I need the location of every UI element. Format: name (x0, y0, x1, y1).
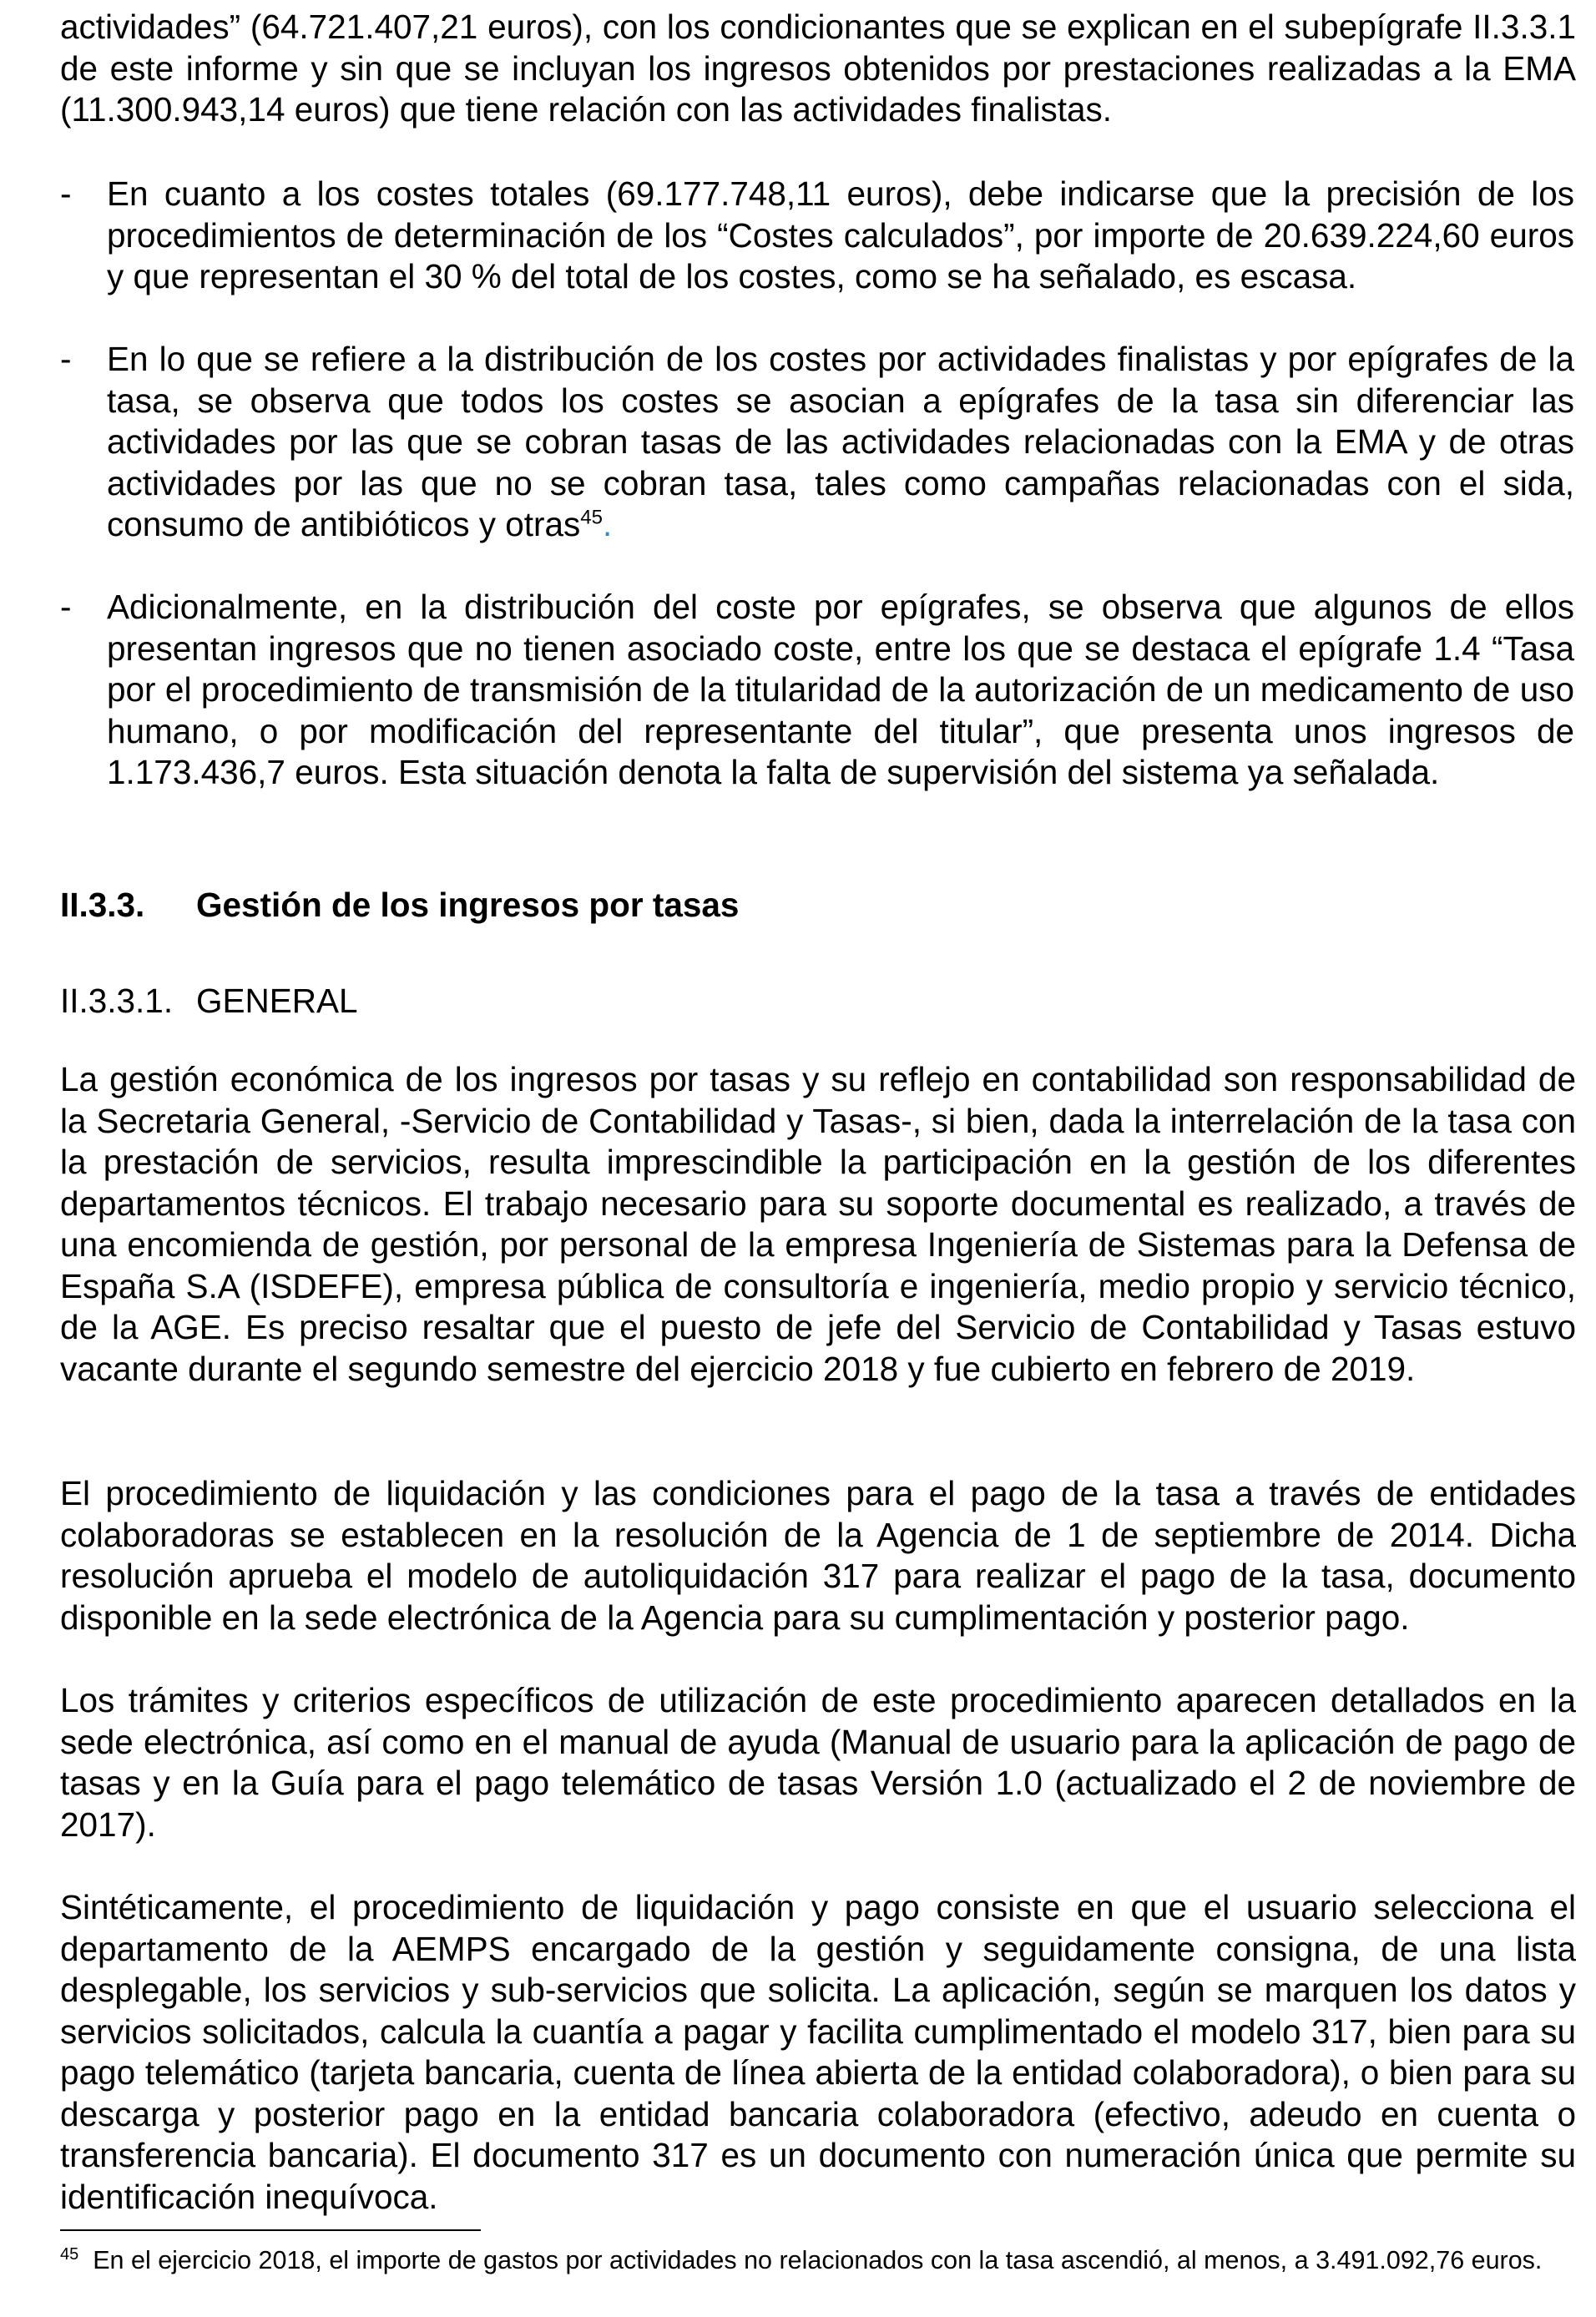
footnote-divider (60, 2229, 481, 2231)
footnote (60, 2244, 1576, 2278)
body-paragraph: La gestión económica de los ingresos por tasas y su reflejo en contabilidad son responsabilidad de la Secretaria General, -Servicio de Contabilidad y Tasas-, si bien, dada la interrelación de la tasa con la prestación de servicios, resulta imprescindible la participación en la gestión de los diferentes departamentos técnicos. El trabajo necesario para su soporte documental es realizado, a través de una encomienda de gestión, por personal de la empresa Ingeniería de Sistemas para la Defensa de España S.A (ISDEFE), empresa pública de consultoría e ingeniería, medio propio y servicio técnico, de la AGE. Es preciso resaltar que el puesto de jefe del Servicio de Contabilidad y Tasas estuvo vacante durante el segundo semestre del ejercicio 2018 y fue cubierto en febrero de 2019. (60, 1060, 1576, 1388)
footnote-text: En el ejercicio 2018, el importe de gastos por actividades no relacionados con la tasa ascendió, al menos, a 3.491.092,76 euros. (93, 2246, 1543, 2274)
bullet-text: Adicionalmente, en la distribución del coste por epígrafes, se observa que algunos de ellos presentan ingresos que no tienen asociado coste, entre los que se destaca el epígrafe 1.4 “Tasa por el procedimiento de transmisión de la titularidad de la autorización de un medicamento de uso humano, o por modificación del representante del titular”, que presenta unos ingresos de 1.173.436,7 euros. Esta situación denota la falta de supervisión del sistema ya señalada. (107, 588, 1574, 791)
section-title: Gestión de los ingresos por tasas (196, 886, 740, 924)
section-number: II.3.3. (60, 886, 145, 924)
body-paragraph: Los trámites y criterios específicos de utilización de este procedimiento aparecen detallados en la sede electrónica, así como en el manual de ayuda (Manual de usuario para la aplicación de pago de tasas y en la Guía para el pago telemático de tasas Versión 1.0 (actualizado el 2 de noviembre de 2017). (60, 1681, 1576, 1844)
footnote-number: 45 (60, 2244, 79, 2264)
intro-paragraph: actividades” (64.721.407,21 euros), con los condicionantes que se explican en el subepígrafe II.3.3.1 de este informe y sin que se incluyan los ingresos obtenidos por prestaciones realizadas a la EMA (11.300.943,14 euros) que tiene relación con las actividades finalistas. (60, 8, 1576, 129)
footnote-reference[interactable]: 45 (580, 506, 603, 529)
bullet-dash: - (60, 588, 72, 626)
bullet-text (107, 339, 1574, 546)
bullet-trail: . (603, 505, 613, 543)
bullet-dash: - (60, 340, 72, 378)
body-paragraph: Sintéticamente, el procedimiento de liquidación y pago consiste en que el usuario selecciona el departamento de la AEMPS encargado de la gestión y seguidamente consigna, de una lista desplegable, los servicios y sub-servicios que solicita. La aplicación, según se marquen los datos y servicios solicitados, calcula la cuantía a pagar y facilita cumplimentado el modelo 317, bien para su pago telemático (tarjeta bancaria, cuenta de línea abierta de la entidad colaboradora), o bien para su descarga y posterior pago en la entidad bancaria colaboradora (efectivo, adeudo en cuenta o transferencia bancaria). El documento 317 es un documento con numeración única que permite su identificación inequívoca. (60, 1888, 1576, 2216)
bullet-text: En cuanto a los costes totales (69.177.748,11 euros), debe indicarse que la precisión de los procedimientos de determinación de los “Costes calculados”, por importe de 20.639.224,60 euros y que representan el 30 % del total de los costes, como se ha señalado, es escasa. (107, 174, 1574, 295)
subsection-number: II.3.3.1. (60, 982, 174, 1020)
bullet-dash: - (60, 174, 72, 213)
bullet-text-body: En lo que se refiere a la distribución de los costes por actividades finalistas y por epígrafes de la tasa, se observa que todos los costes se asocian a epígrafes de la tasa sin diferenciar las actividades por las que se cobran tasas de las actividades relacionadas con la EMA y de otras actividades por las que no se cobran tasa, tales como campañas relacionadas con el sida, consumo de antibióticos y otras (107, 340, 1574, 543)
body-paragraph: El procedimiento de liquidación y las condiciones para el pago de la tasa a través de entidades colaboradoras se establecen en la resolución de la Agencia de 1 de septiembre de 2014. Dicha resolución aprueba el modelo de autoliquidación 317 para realizar el pago de la tasa, documento disponible en la sede electrónica de la Agencia para su cumplimentación y posterior pago. (60, 1474, 1576, 1637)
subsection-title: GENERAL (196, 982, 358, 1020)
section-heading (60, 885, 739, 926)
subsection-heading (60, 981, 358, 1022)
